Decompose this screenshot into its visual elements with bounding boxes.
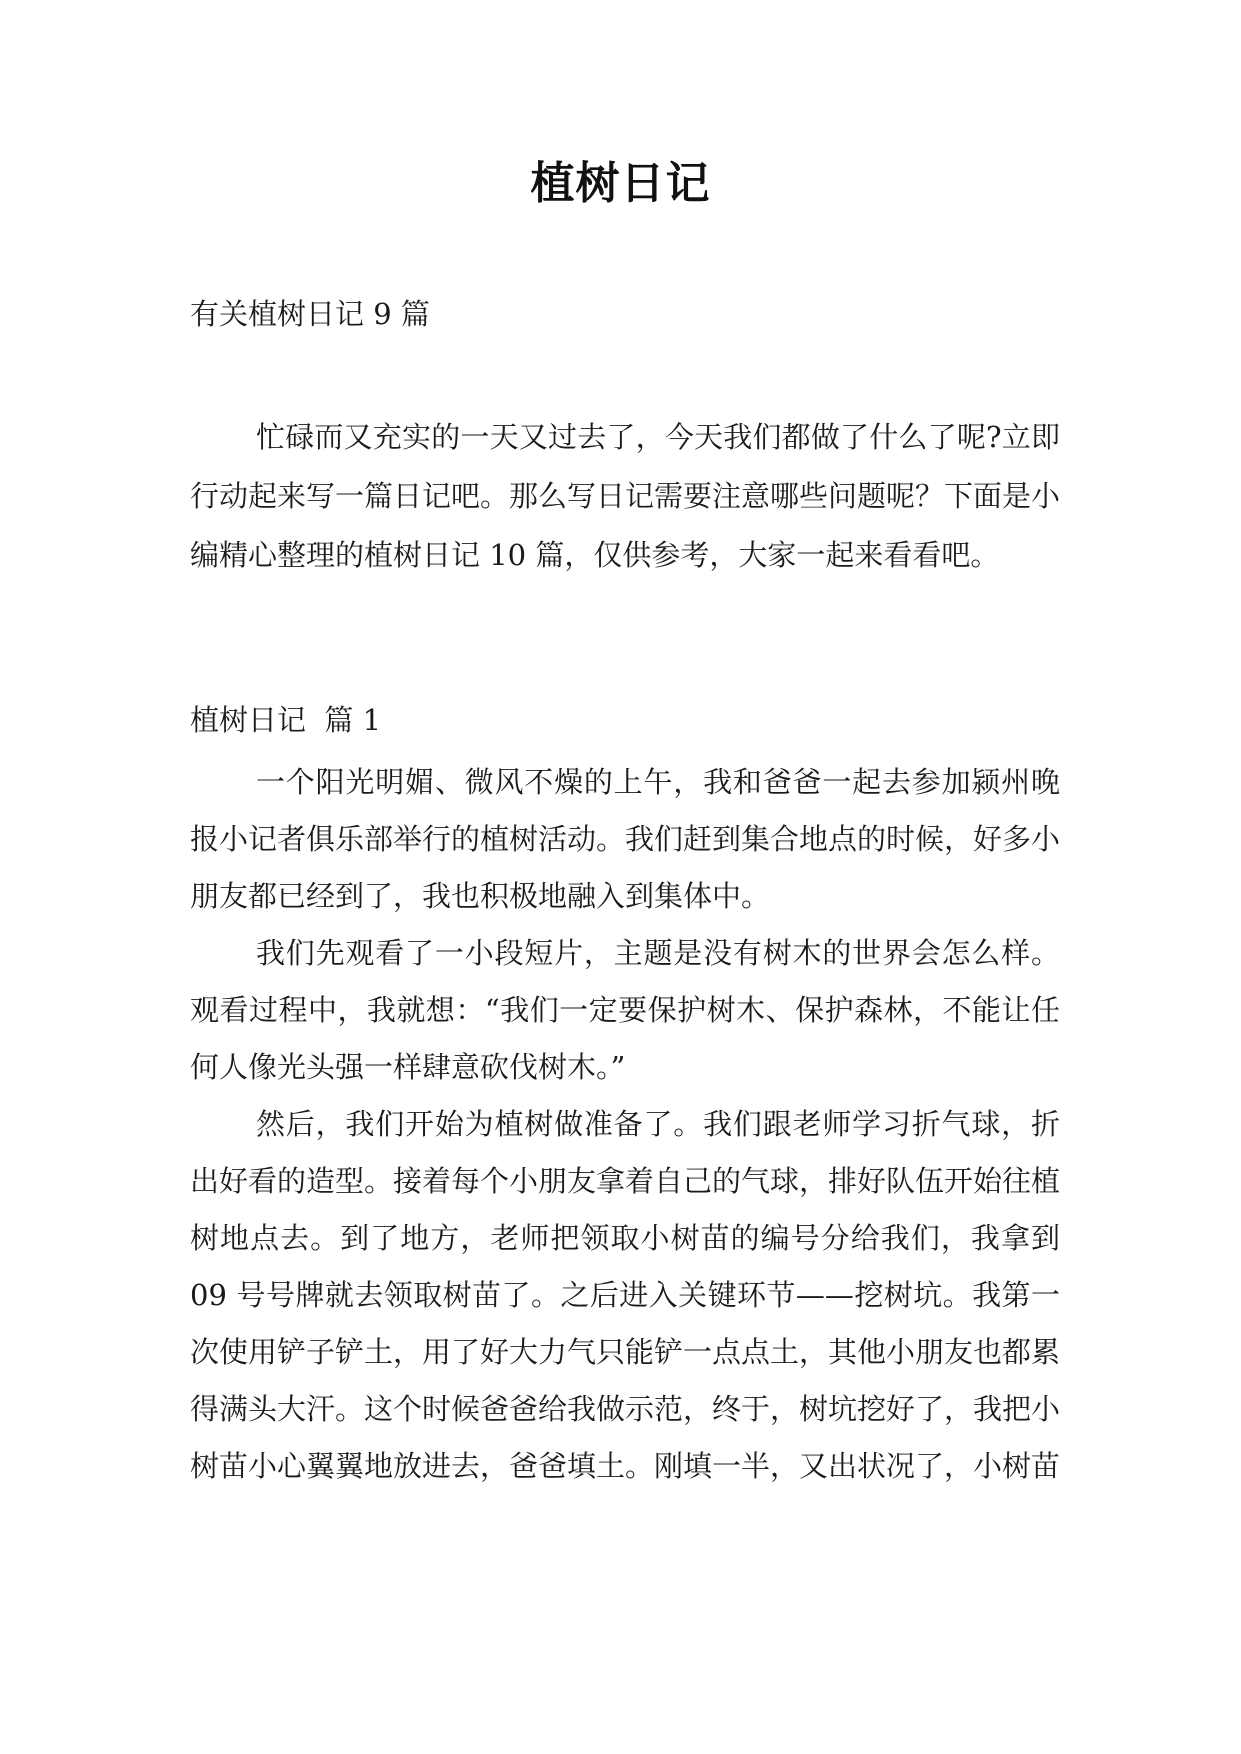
body-paragraph-1: 一个阳光明媚、微风不燥的上午，我和爸爸一起去参加颍州晚报小记者俱乐部举行的植树活动。我们赶到集合地点的时候，好多小朋友都已经到了，我也积极地融入到集体中。 [190,765,1061,913]
body-paragraph-2: 我们先观看了一小段短片，主题是没有树木的世界会怎么样。观看过程中，我就想：“我们一定要保护树木、保护森林，不能让任何人像光头强一样肆意砍伐树木。” [190,936,1060,1084]
section-heading: 植树日记 篇 1 [190,703,382,737]
intro-paragraph: 忙碌而又充实的一天又过去了，今天我们都做了什么了呢?立即行动起来写一篇日记吧。那么写日记需要注意哪些问题呢？下面是小编精心整理的植树日记 10 篇，仅供参考，大家一起来看看吧。 [190,420,1061,572]
document-subtitle: 有关植树日记 9 篇 [190,297,430,331]
body-section [190,754,1060,1495]
body-paragraph-3: 然后，我们开始为植树做准备了。我们跟老师学习折气球，折出好看的造型。接着每个小朋友拿着自己的气球，排好队伍开始往植树地点去。到了地方，老师把领取小树苗的编号分给我们，我拿到 09 号号牌就去领取树苗了。之后进入关键环节——挖树坑。我第一次使用铲子铲土，用了好大力气只能铲一点点土，其他小朋友也都累得满头大汗。这个时候爸爸给我做示范，终于，树坑挖好了，我把小树苗小心翼翼地放进去，爸爸填土。刚填一半，又出状况了，小树苗 [190,1107,1061,1483]
document-title: 植树日记 [530,158,711,209]
intro-section [190,408,1060,585]
